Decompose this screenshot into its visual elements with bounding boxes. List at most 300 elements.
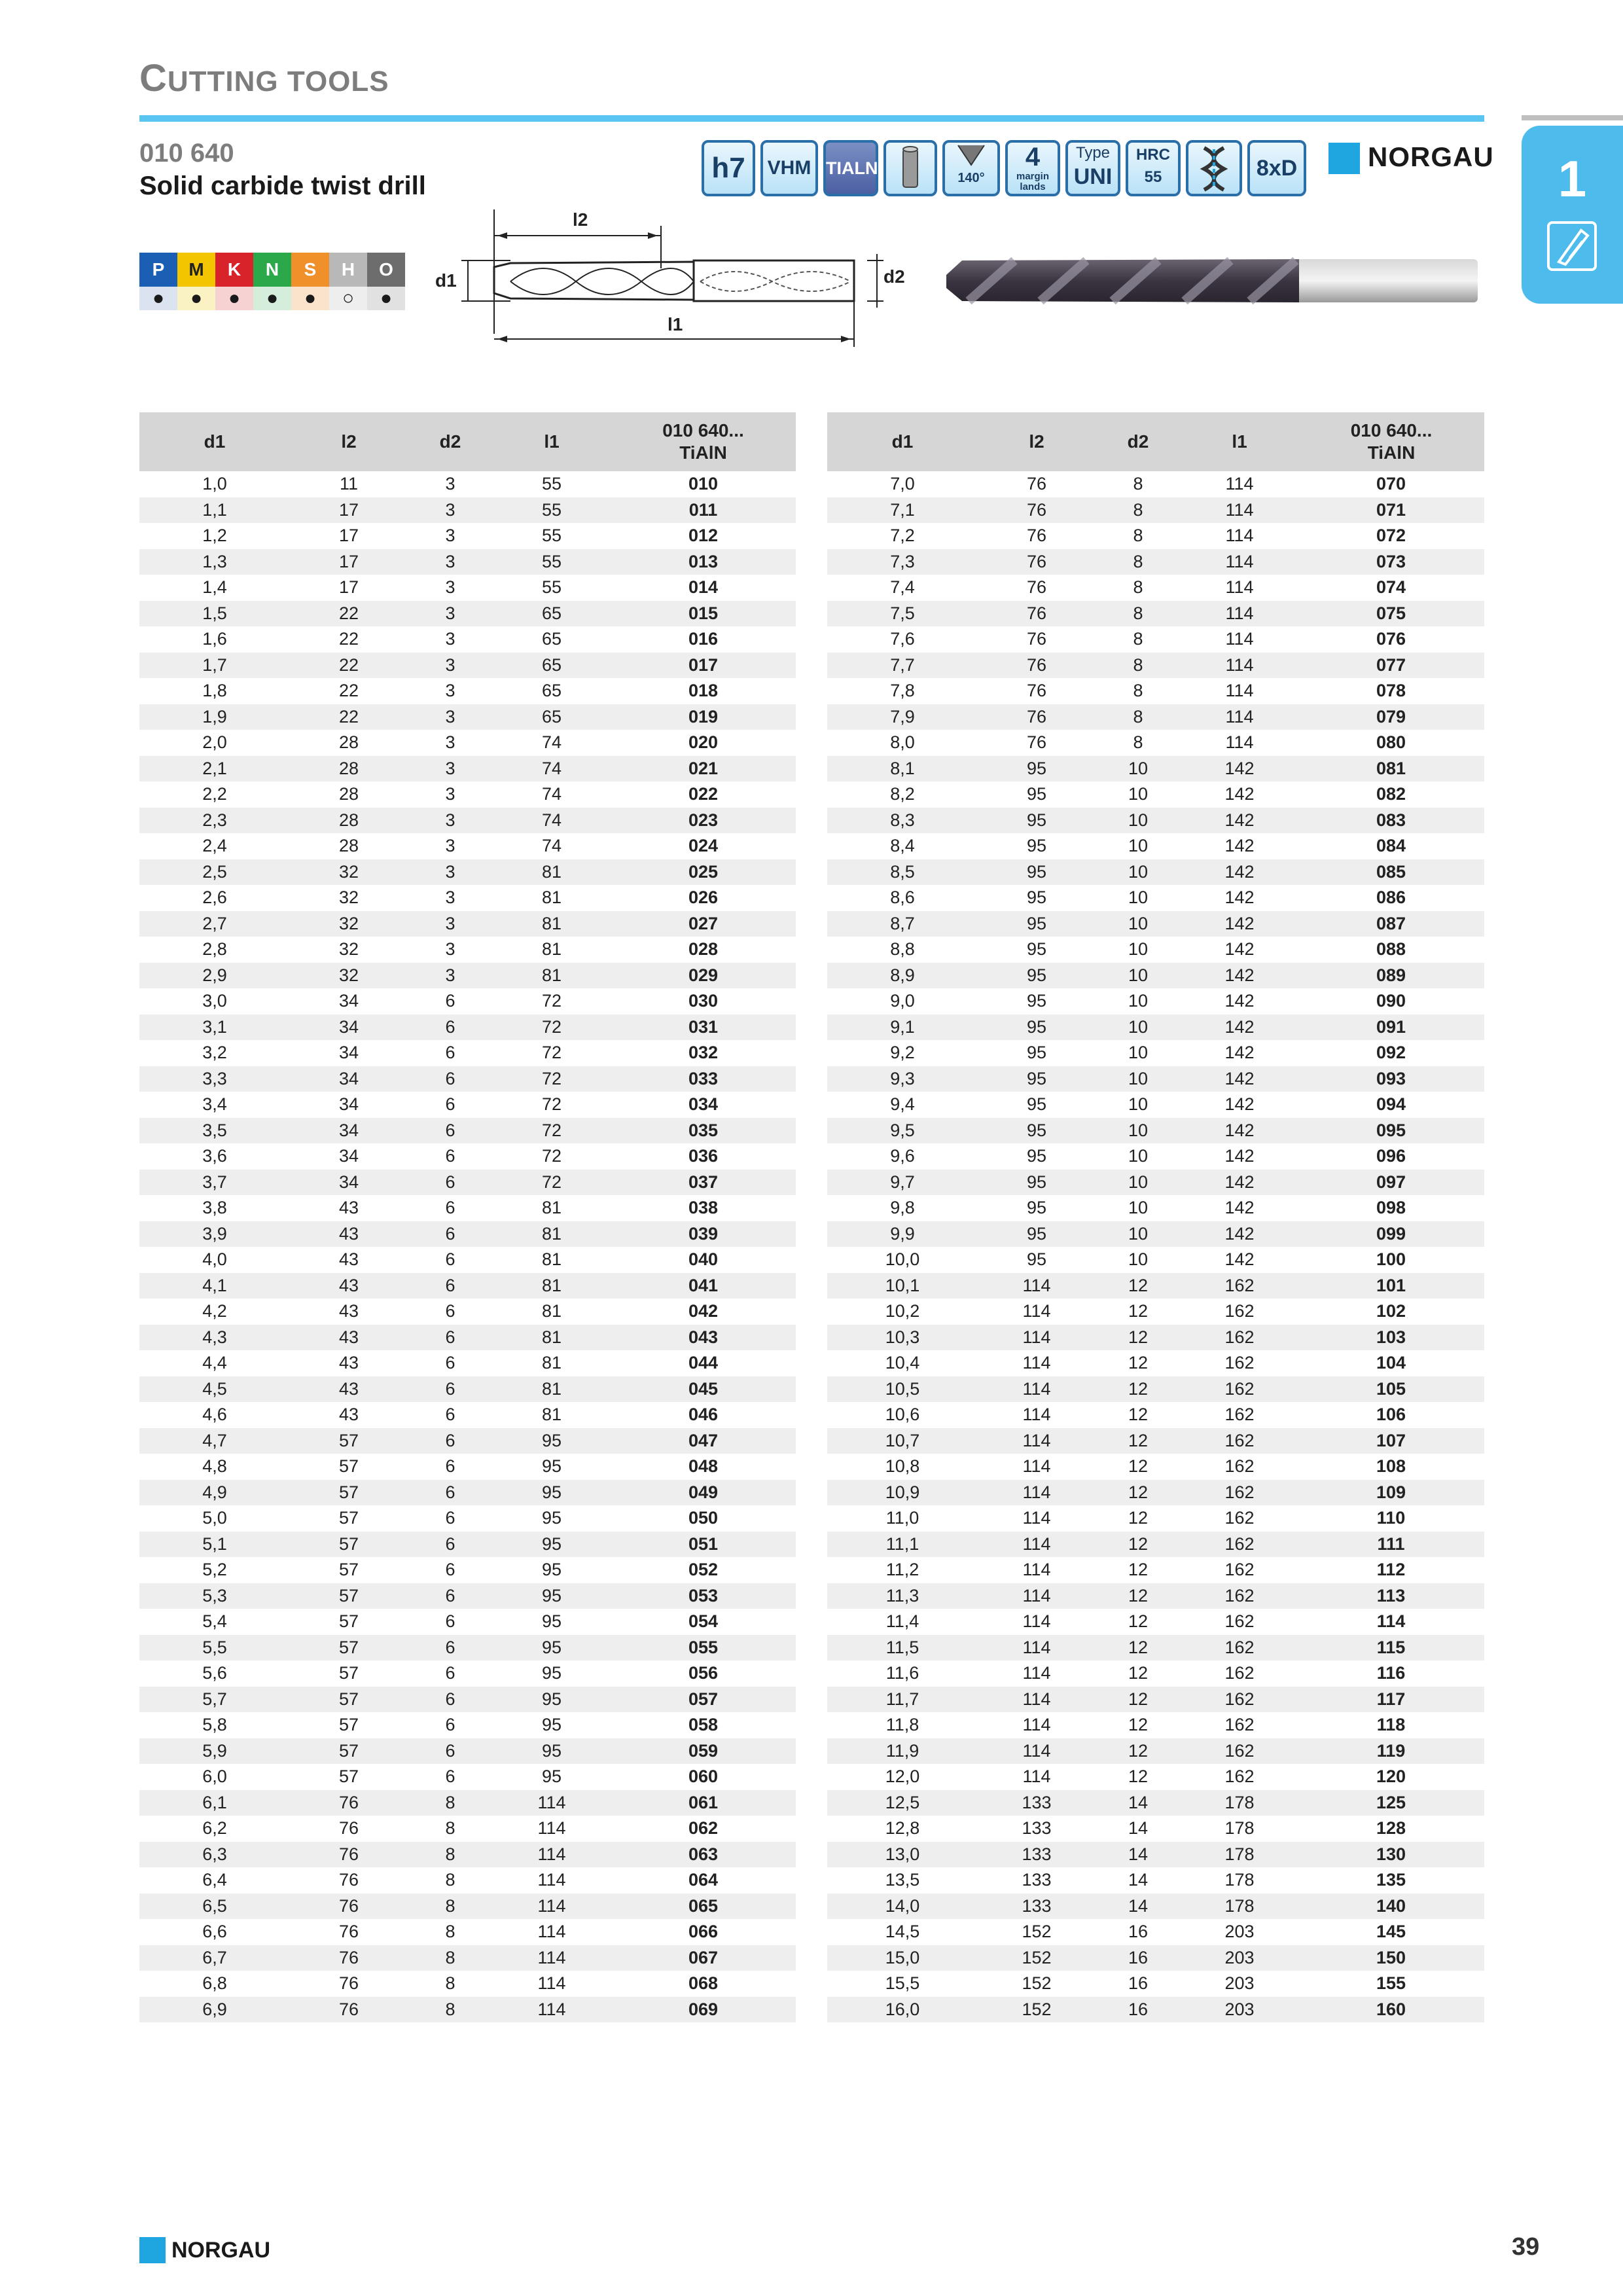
section-title [139,56,389,100]
cell-order-code: 115 [1376,1637,1406,1657]
cell-order-code: 030 [688,991,719,1011]
cell-d1: 1,8 [202,681,227,700]
cell-l2: 114 [1022,1740,1051,1761]
table-row [139,626,796,653]
cell-d1: 11,5 [885,1637,919,1657]
cell-order-code: 016 [688,629,719,649]
table-row [827,1170,1484,1196]
cell-d2: 14 [1128,1870,1149,1890]
cell-d1: 8,8 [890,939,915,959]
table-row [139,1325,796,1351]
cell-d1: 6,4 [202,1870,227,1890]
type-label: Type [1075,144,1111,162]
cell-d2: 8 [445,1792,455,1812]
cell-l2: 57 [338,1663,359,1683]
cell-d2: 3 [445,499,455,520]
cell-order-code: 046 [688,1405,719,1424]
cell-order-code: 024 [688,836,719,855]
coating-label: TiAlN [1367,442,1416,463]
suitability-h: ○ [329,287,367,310]
cell-d1: 11,6 [885,1663,919,1683]
cell-order-code: 091 [1376,1016,1406,1037]
cell-l2: 95 [1026,836,1047,855]
table-row [139,1454,796,1480]
cell-l2: 76 [338,1844,359,1864]
cell-d2: 6 [445,1120,455,1140]
cell-order-code: 116 [1376,1663,1406,1683]
cell-d1: 7,1 [890,499,915,520]
cell-order-code: 098 [1376,1198,1406,1217]
cell-l1: 81 [541,1301,562,1321]
cell-d2: 8 [445,1999,455,2019]
cell-l1: 114 [1225,629,1254,649]
cell-d2: 6 [445,1585,455,1605]
cell-l2: 57 [338,1767,359,1786]
cell-d2: 6 [445,1172,455,1192]
cell-d1: 7,9 [890,706,915,726]
cell-l2: 22 [338,655,359,675]
tialn-label: TIALN [826,158,878,178]
cell-d1: 1,1 [202,499,227,520]
material-code: M [188,259,204,279]
cell-d1: 7,0 [890,474,915,493]
cell-d1: 4,7 [202,1430,227,1450]
table-row [139,1867,796,1893]
cell-l2: 57 [338,1456,359,1476]
cell-d2: 12 [1128,1508,1149,1528]
cell-d2: 6 [445,1327,455,1347]
cell-l1: 114 [537,1947,566,1967]
cell-l2: 28 [338,810,359,830]
cell-order-code: 066 [688,1922,719,1941]
table-row [139,1583,796,1609]
cell-order-code: 068 [688,1973,719,1993]
cell-l2: 32 [338,965,359,985]
table-row [827,626,1484,653]
cell-order-code: 059 [688,1740,719,1761]
cell-l1: 81 [541,1405,562,1424]
table-row [139,1919,796,1945]
cell-l2: 95 [1026,861,1047,882]
cell-l2: 114 [1022,1353,1051,1372]
cell-l2: 76 [1026,474,1047,493]
cell-l1: 65 [541,706,562,726]
cell-l1: 162 [1224,1378,1255,1399]
cell-d1: 1,5 [202,603,227,623]
cell-order-code: 110 [1376,1508,1406,1528]
table-row [827,859,1484,886]
table-row [827,1040,1484,1066]
cell-l2: 95 [1026,810,1047,830]
cell-l1: 95 [541,1482,562,1502]
cell-l1: 95 [541,1611,562,1631]
cell-l2: 114 [1022,1327,1051,1347]
cell-d2: 14 [1128,1895,1149,1916]
cell-l2: 43 [338,1353,359,1372]
cell-d2: 14 [1128,1792,1149,1812]
suitability-k: ● [215,287,253,310]
cell-d2: 6 [445,1016,455,1037]
cell-d2: 3 [445,965,455,985]
cell-d2: 8 [445,1922,455,1941]
cell-order-code: 018 [688,681,719,700]
table-row [827,523,1484,549]
table-row [827,1402,1484,1428]
cell-order-code: 025 [688,861,719,882]
table-row [139,1299,796,1325]
cell-d1: 8,1 [890,758,915,778]
cell-order-code: 150 [1376,1947,1406,1967]
product-code: 010 640 [139,139,234,168]
suitability-s: ● [291,287,329,310]
cell-l2: 95 [1026,1146,1047,1166]
cell-l2: 95 [1026,1043,1047,1062]
cell-order-code: 045 [688,1378,719,1399]
cell-order-code: 155 [1376,1973,1406,1993]
cell-order-code: 100 [1376,1249,1406,1269]
cell-l2: 152 [1022,1922,1052,1941]
cell-d2: 6 [445,1740,455,1761]
cell-d2: 6 [445,1430,455,1450]
cell-l1: 114 [537,1999,566,2019]
cell-l1: 142 [1224,1068,1255,1088]
cell-l2: 76 [338,1999,359,2019]
cell-l1: 72 [541,1094,562,1114]
table-row [139,1712,796,1738]
material-n [253,253,291,287]
cell-l1: 81 [541,1198,562,1217]
cell-d2: 3 [445,655,455,675]
header-l1: l1 [1232,431,1247,452]
cell-l1: 142 [1224,1120,1255,1140]
depth-8xd-icon [1247,140,1306,196]
cell-d1: 4,6 [202,1405,227,1424]
cell-d2: 10 [1128,1223,1149,1244]
cell-l2: 76 [1026,706,1047,726]
cell-d1: 3,8 [202,1198,227,1217]
cell-d1: 12,0 [885,1767,920,1786]
table-row [827,937,1484,963]
cell-l1: 81 [541,888,562,907]
cell-d1: 14,0 [885,1895,920,1916]
cell-l1: 178 [1224,1792,1255,1812]
cell-d1: 7,6 [890,629,915,649]
cell-order-code: 041 [688,1275,719,1295]
cell-order-code: 088 [1376,939,1406,959]
cell-l1: 162 [1224,1482,1255,1502]
table-row [827,1738,1484,1765]
table-row [139,937,796,963]
table-row [827,1712,1484,1738]
header-l2: l2 [1029,431,1044,452]
cell-order-code: 048 [688,1456,719,1476]
cell-d1: 7,7 [890,655,915,675]
cell-l1: 72 [541,1016,562,1037]
table-row [827,1505,1484,1532]
cell-d2: 12 [1128,1353,1149,1372]
cell-d1: 5,4 [202,1611,227,1631]
cell-order-code: 060 [688,1767,719,1786]
header-order-code [1298,412,1484,471]
cell-order-code: 114 [1376,1611,1406,1631]
table-row [827,1428,1484,1454]
cell-order-code: 120 [1376,1767,1406,1786]
cell-l2: 76 [1026,603,1047,623]
cell-order-code: 118 [1376,1715,1406,1734]
cell-d1: 11,4 [885,1611,919,1631]
table-row [139,1609,796,1635]
table-row [139,1557,796,1583]
cell-d2: 3 [445,861,455,882]
table-row [827,1790,1484,1816]
cell-d1: 2,3 [202,810,227,830]
cell-l2: 114 [1022,1767,1051,1786]
cell-l2: 114 [1022,1482,1051,1502]
cell-l1: 162 [1224,1715,1255,1734]
cell-d2: 10 [1128,888,1149,907]
cell-d1: 9,9 [890,1223,915,1244]
cell-d1: 1,7 [202,655,227,675]
material-code: S [304,259,317,279]
hrc-label: HRC [1136,146,1170,164]
type-value: UNI [1073,164,1113,189]
cell-l1: 114 [537,1818,566,1838]
table-row [827,1247,1484,1273]
cell-d1: 1,6 [202,629,227,649]
cell-l1: 74 [541,784,562,804]
cell-l2: 43 [338,1249,359,1269]
cell-l2: 95 [1026,1223,1047,1244]
cell-order-code: 128 [1376,1818,1406,1838]
cell-l1: 65 [541,681,562,700]
cell-d1: 10,6 [885,1405,920,1424]
table-row [139,1893,796,1920]
cell-l1: 162 [1224,1663,1255,1683]
material-h [329,253,367,287]
table-row [827,678,1484,704]
cell-d1: 4,1 [202,1275,227,1295]
header-d1: d1 [891,431,914,452]
cell-l1: 142 [1224,784,1255,804]
cell-d1: 9,7 [890,1172,915,1192]
cell-d1: 6,7 [202,1947,227,1967]
cell-order-code: 034 [688,1094,719,1114]
table-row [827,471,1484,497]
cell-l2: 114 [1022,1275,1051,1295]
cell-l1: 162 [1224,1405,1255,1424]
cell-order-code: 095 [1376,1120,1406,1140]
cell-l1: 55 [541,577,562,597]
vhm-icon [760,140,818,196]
cell-d2: 10 [1128,1146,1149,1166]
cell-order-code: 070 [1376,474,1406,493]
cell-d2: 6 [445,1043,455,1062]
cell-d2: 3 [445,913,455,933]
cell-l2: 32 [338,888,359,907]
table-row [827,963,1484,989]
table-row [827,497,1484,524]
cell-l2: 32 [338,913,359,933]
cell-d2: 12 [1128,1534,1149,1554]
cell-d2: 6 [445,1663,455,1683]
table-row [139,1997,796,2023]
table-row [827,988,1484,1014]
cell-d2: 10 [1128,939,1149,959]
cell-l1: 74 [541,758,562,778]
cell-d2: 8 [445,1973,455,1993]
table-row [139,601,796,627]
cell-order-code: 093 [1376,1068,1406,1088]
cell-d1: 11,9 [885,1740,919,1761]
cell-order-code: 073 [1376,551,1406,571]
cell-order-code: 051 [688,1534,719,1554]
header-l2: l2 [341,431,357,452]
cell-d2: 10 [1128,1172,1149,1192]
cell-l2: 22 [338,706,359,726]
cell-d1: 10,8 [885,1456,920,1476]
cell-d2: 3 [445,474,455,493]
table-row [827,756,1484,782]
table-row [827,885,1484,911]
point-angle-icon [942,140,1000,196]
material-o [367,253,405,287]
cell-d1: 4,8 [202,1456,227,1476]
cell-l2: 114 [1022,1534,1051,1554]
cell-l1: 142 [1224,758,1255,778]
cell-l1: 65 [541,603,562,623]
margin-lands-caption: margin lands [1016,171,1049,192]
cell-l1: 142 [1224,1146,1255,1166]
cell-order-code: 140 [1376,1895,1406,1916]
table-row [139,1532,796,1558]
product-name: Solid carbide twist drill [139,171,426,200]
cell-l1: 81 [541,1327,562,1347]
cell-d1: 8,5 [890,861,915,882]
cell-d2: 3 [445,836,455,855]
cell-l1: 178 [1224,1818,1255,1838]
cell-l2: 57 [338,1689,359,1709]
cell-l1: 114 [537,1870,566,1890]
header-rule [139,115,1484,122]
cell-d2: 8 [1133,499,1143,520]
cell-l1: 114 [1225,499,1254,520]
cell-d2: 6 [445,1637,455,1657]
cell-d1: 5,7 [202,1689,227,1709]
material-p [139,253,177,287]
section-title-initial: C [139,57,168,99]
cell-order-code: 036 [688,1146,719,1166]
cell-l1: 95 [541,1740,562,1761]
cell-order-code: 026 [688,888,719,907]
cell-l2: 34 [338,1172,359,1192]
cell-l2: 95 [1026,913,1047,933]
cell-l1: 178 [1224,1844,1255,1864]
cell-l2: 114 [1022,1715,1051,1734]
cell-d1: 10,4 [885,1353,920,1372]
cell-d2: 10 [1128,1249,1149,1269]
cell-l1: 72 [541,1043,562,1062]
section-title-rest: UTTING TOOLS [167,65,389,98]
cell-l2: 43 [338,1327,359,1347]
cell-order-code: 119 [1376,1740,1406,1761]
cell-d2: 6 [445,1611,455,1631]
cell-d2: 8 [445,1947,455,1967]
cell-d2: 10 [1128,861,1149,882]
cell-order-code: 054 [688,1611,719,1631]
cell-l1: 95 [541,1456,562,1476]
cell-order-code: 043 [688,1327,719,1347]
cell-order-code: 019 [688,706,719,726]
cell-d2: 16 [1128,1922,1149,1941]
cell-d2: 8 [445,1818,455,1838]
cell-l2: 28 [338,836,359,855]
table-row [827,1971,1484,1997]
table-row [139,1092,796,1118]
table-row [139,1350,796,1376]
cell-order-code: 081 [1376,758,1406,778]
cell-order-code: 094 [1376,1094,1406,1114]
table-row [827,1325,1484,1351]
cell-l1: 72 [541,1120,562,1140]
cell-d1: 3,2 [202,1043,227,1062]
cell-order-code: 113 [1376,1585,1406,1605]
cell-l2: 32 [338,939,359,959]
cell-d1: 11,3 [885,1585,919,1605]
cell-l1: 142 [1224,1094,1255,1114]
cell-l2: 34 [338,1094,359,1114]
cell-d2: 10 [1128,1016,1149,1037]
table-row [139,859,796,886]
cell-order-code: 090 [1376,991,1406,1011]
point-angle-label: 140° [957,171,985,185]
table-row [139,1635,796,1661]
cell-d2: 8 [445,1870,455,1890]
cell-d1: 2,4 [202,836,227,855]
table-row [139,1118,796,1144]
cell-l1: 95 [541,1585,562,1605]
cell-d1: 8,0 [890,732,915,752]
cell-d1: 9,6 [890,1146,915,1166]
cell-order-code: 065 [688,1895,719,1916]
table-row [139,471,796,497]
cell-l2: 114 [1022,1301,1051,1321]
cell-l1: 81 [541,1353,562,1372]
cell-d1: 4,9 [202,1482,227,1502]
cell-d2: 16 [1128,1973,1149,1993]
cell-order-code: 079 [1376,706,1406,726]
table-row [139,549,796,575]
cell-l1: 178 [1224,1895,1255,1916]
cell-d1: 4,5 [202,1378,227,1399]
cell-d1: 10,1 [885,1275,920,1295]
cell-order-code: 082 [1376,784,1406,804]
cell-l1: 162 [1224,1637,1255,1657]
cell-order-code: 097 [1376,1172,1406,1192]
cell-order-code: 106 [1376,1405,1406,1424]
table-row [827,1764,1484,1790]
cell-d2: 10 [1128,1043,1149,1062]
material-code: N [265,259,279,279]
cell-d2: 6 [445,1068,455,1088]
table-row [139,911,796,937]
vhm-label: VHM [767,157,812,179]
brand-logo-square [1329,143,1360,174]
cell-d1: 7,8 [890,681,915,700]
cell-l1: 142 [1224,1249,1255,1269]
cell-l1: 203 [1224,1922,1255,1941]
table-row [139,1764,796,1790]
cell-l1: 162 [1224,1611,1255,1631]
